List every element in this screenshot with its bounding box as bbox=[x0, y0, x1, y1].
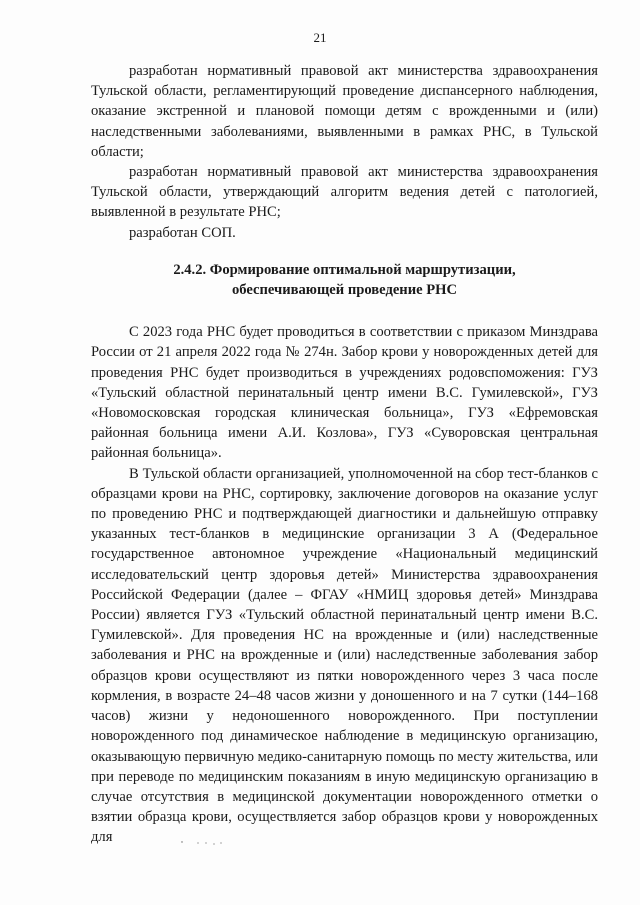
section-heading-line-1: 2.4.2. Формирование оптимальной маршрутизации, bbox=[173, 261, 516, 278]
section-heading bbox=[91, 260, 598, 300]
document-body bbox=[91, 61, 598, 848]
paragraph-npa-dispensary: разработан нормативный правовой акт министерства здравоохранения Тульской области, регламентирующий проведение диспансерного наблюдения, оказание экстренной и плановой помощи детям с врожденными и (или) наследственными заболеваниями, выявленными в рамках РНС, в Тульской области; bbox=[91, 63, 598, 160]
paragraph-tula-organization: В Тульской области организацией, уполномоченной на сбор тест-бланков с образцами крови на РНС, сортировку, заключение договоров на оказание услуг по проведению РНС и подтверждающей диагностики и дальнейшую отправку указанных тест-бланков в медицинские организации 3 А (Федеральное государственное автономное учреждение «Национальный медицинский исследовательский центр здоровья детей» Министерства здравоохранения Российской Федерации (далее – ФГАУ «НМИЦ здоровья детей» Минздрава России) является ГУЗ «Тульский областной перинатальный центр имени В.С. Гумилевской». Для проведения НС на врожденные и (или) наследственные заболевания и РНС на врожденные и (или) наследственные заболевания забор образцов крови осуществляют из пятки новорожденного через 3 часа после кормления, в возрасте 24–48 часов жизни у доношенного и на 7 сутки (144–168 часов) жизни у недоношенного новорожденного. При поступлении новорожденного под динамическое наблюдение в медицинскую организацию, оказывающую первичную медико-санитарную помощь по месту жительства, или при переводе по медицинским показаниям в иную медицинскую организацию в случае отсутствия в медицинской документации новорожденного отметки о взятии образца крови, осуществляется забор образцов крови у новорожденных для bbox=[91, 465, 598, 846]
section-heading-line-2: обеспечивающей проведение РНС bbox=[231, 282, 458, 299]
paragraph-order-274n: С 2023 года РНС будет проводиться в соответствии с приказом Минздрава России от 21 апреля 2022 года № 274н. Забор крови у новорожденных детей для проведения РНС будет производиться в учреждениях родовспоможения: ГУЗ «Тульский областной перинатальный центр имени В.С. Гумилевской», ГУЗ «Новомосковская городская клиническая больница», ГУЗ «Ефремовская районная больница имени А.И. Козлова», ГУЗ «Суворовская центральная районная больница». bbox=[91, 324, 598, 462]
page-number: 21 bbox=[313, 30, 327, 45]
paragraph-sop: разработан СОП. bbox=[129, 224, 236, 241]
paragraph-npa-algorithm: разработан нормативный правовой акт министерства здравоохранения Тульской области, утверждающий алгоритм ведения детей с патологией, выявленной в результате РНС; bbox=[91, 164, 598, 221]
scan-dust-marks bbox=[180, 840, 240, 846]
